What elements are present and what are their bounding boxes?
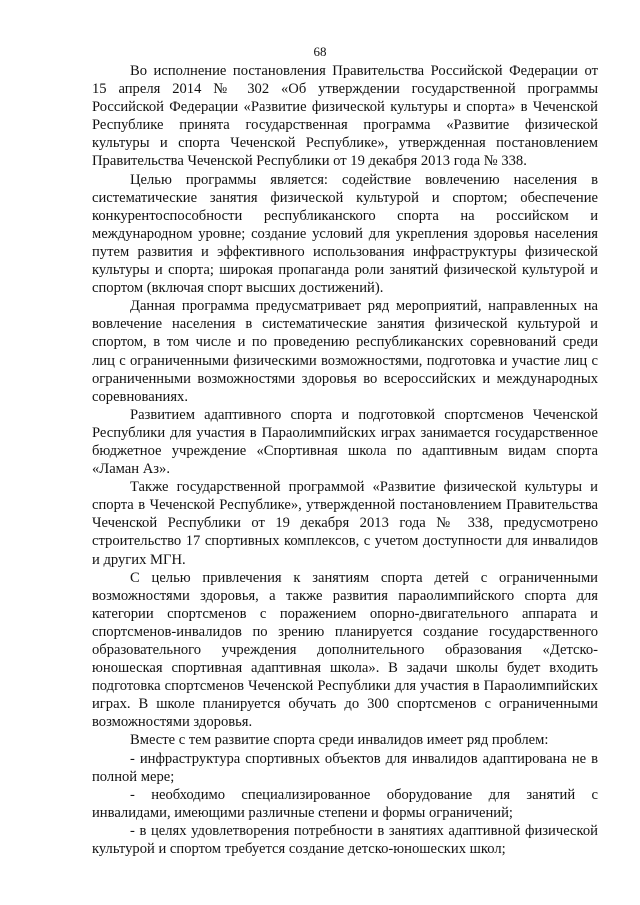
paragraph-5: Также государственной программой «Развитие физической культуры и спорта в Чеченской Республике», утвержденной постановлением Правительства Чеченской Республики от 19 декабря 2013 года № 338, предусмотрено строительство 17 спортивных комплексов, с учетом доступности для инвалидов и других МГН. — [92, 479, 598, 568]
paragraph-7: Вместе с тем развитие спорта среди инвалидов имеет ряд проблем: — [130, 732, 549, 749]
paragraph-6: С целью привлечения к занятиям спорта детей с ограниченными возможностями здоровья, а также развития параолимпийского спорта для категории спортсменов с поражением опорно-двигательного аппарата и спортсменов-инвалидов по зрению планируется создание государственного образовательного учреждения дополнительного образования «Детско-юношеская спортивная адаптивная школа». В задачи школы будет входить подготовка спортсменов Чеченской Республики для участия в Параолимпийских играх. В школе планируется обучать до 300 спортсменов с ограниченными возможностями здоровья. — [92, 569, 598, 731]
list-item-3: - в целях удовлетворения потребности в занятиях адаптивной физической культурой и спортом требуется создание детско-юношеских школ; — [92, 822, 598, 858]
paragraph-4: Развитием адаптивного спорта и подготовкой спортсменов Чеченской Республики для участия в Параолимпийских играх занимается государственное бюджетное учреждение «Спортивная школа по адаптивным видам спорта «Ламан Аз». — [92, 406, 598, 478]
list-item-2: - необходимо специализированное оборудование для занятий с инвалидами, имеющими различные степени и формы ограничений; — [92, 786, 598, 821]
list-item-1: - инфраструктура спортивных объектов для инвалидов адаптирована не в полной мере; — [92, 750, 598, 785]
paragraph-3: Данная программа предусматривает ряд мероприятий, направленных на вовлечение населения в систематические занятия физической культурой и спортом, в том числе и по проведению республиканских соревнований среди лиц с ограниченными физическими возможностями, подготовка и участие лиц с ограниченными возможностями здоровья во всероссийских и международных соревнованиях. — [92, 298, 598, 405]
paragraph-1: Во исполнение постановления Правительства Российской Федерации от 15 апреля 2014 № 302 «Об утверждении государственной программы Российской Федерации «Развитие физической культуры и спорта» в Чеченской Республике принята государственная программа «Развитие физической культуры и спорта Чеченской Республике», утвержденная постановлением Правительства Чеченской Республики от 19 декабря 2013 года № 338. — [92, 63, 598, 170]
paragraph-2: Целью программы является: содействие вовлечению населения в систематические занятия физической культурой и спортом; обеспечение конкурентоспособности республиканского спорта на российском и международном уровне; создание условий для укрепления здоровья населения путем развития и эффективного использования инфраструктуры физической культуры и спорта; широкая пропаганда роли занятий физической культурой и спортом (включая спорт высших достижений). — [92, 171, 598, 297]
page-number: 68 — [313, 44, 327, 59]
body-text — [92, 62, 598, 858]
